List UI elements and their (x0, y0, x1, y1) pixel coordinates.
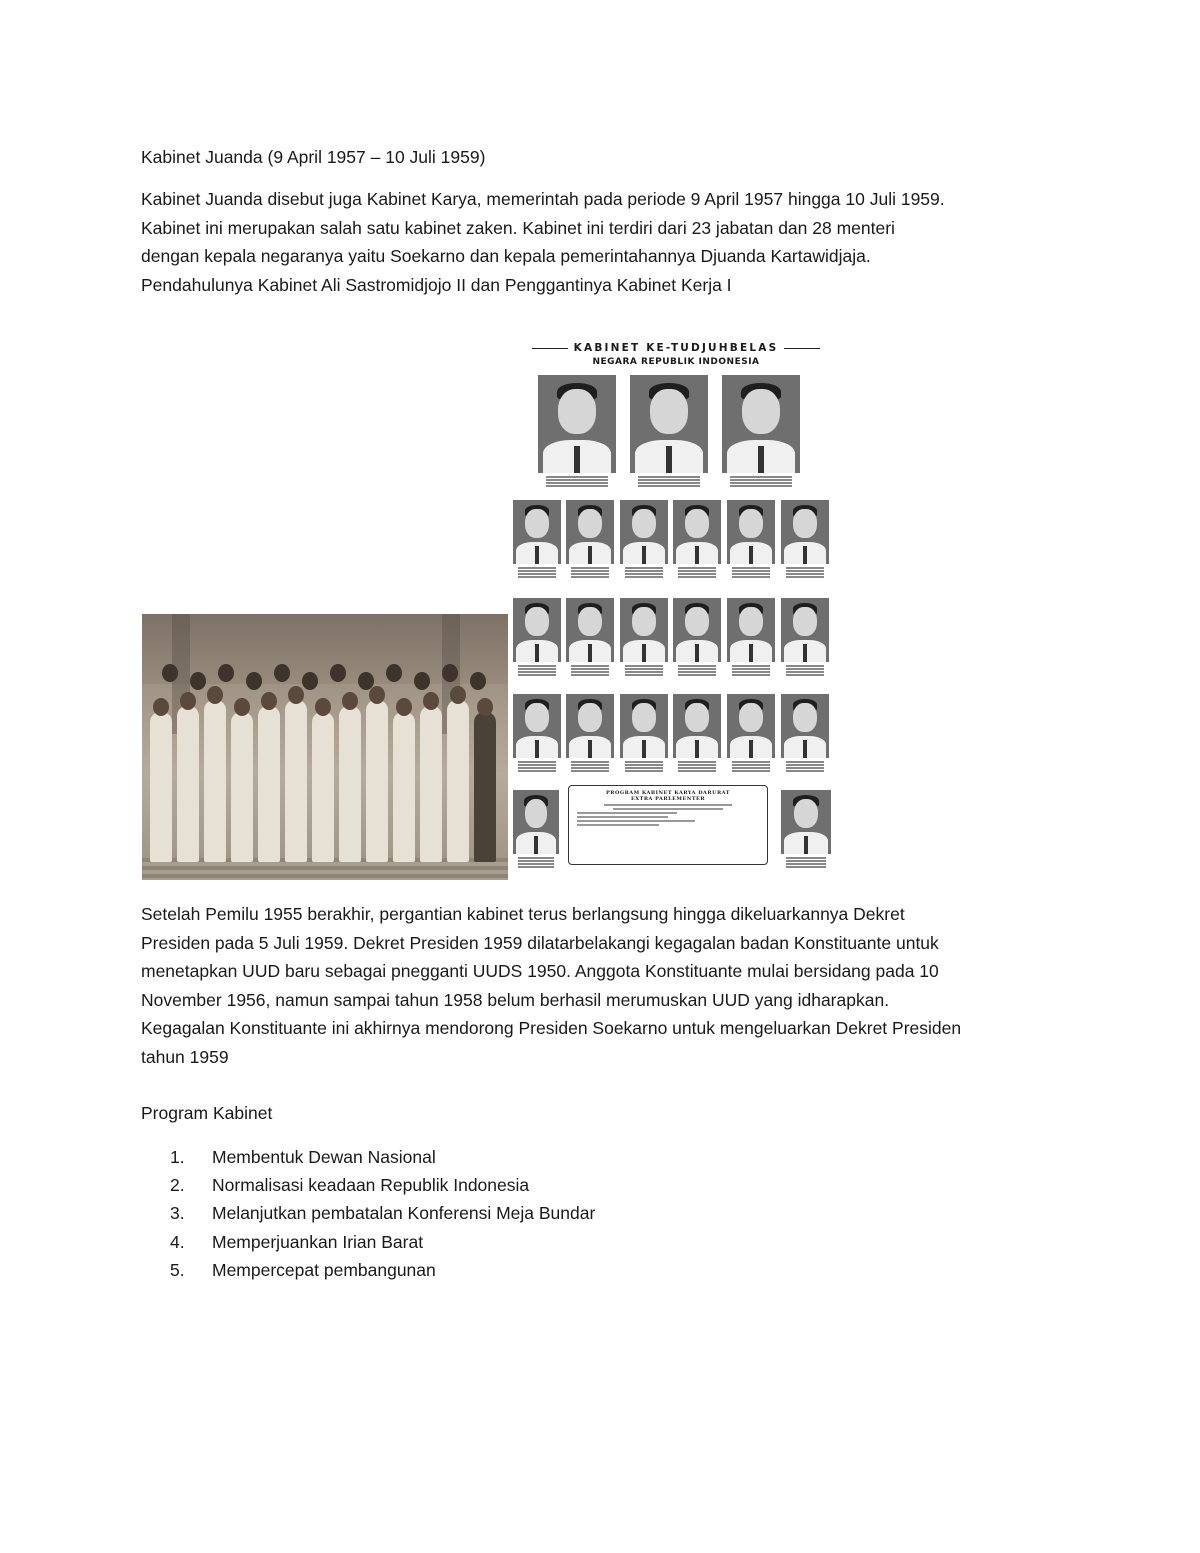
photo-person-head (246, 672, 262, 690)
body-line: Kegagalan Konstituante ini akhirnya mendorong Presiden Soekarno untuk mengeluarkan Dekret Presiden (141, 1018, 962, 1039)
portrait-caption (513, 566, 561, 579)
minister-portrait (727, 694, 775, 758)
portrait-tie (534, 836, 538, 854)
portrait-tie (642, 740, 646, 758)
portrait-face (793, 703, 816, 732)
portrait-caption (513, 664, 561, 677)
photo-person-head (207, 686, 223, 704)
cabinet-group-photo (142, 614, 508, 880)
photo-person-head (288, 686, 304, 704)
portrait-face (632, 509, 655, 538)
body-line: November 1956, namun sampai tahun 1958 belum berhasil merumuskan UUD yang idharapkan. (141, 989, 890, 1010)
caption-line (571, 567, 609, 569)
portrait-face (739, 509, 762, 538)
caption-line (678, 767, 716, 769)
list-number: 3. (170, 1203, 185, 1224)
caption-line (546, 485, 608, 487)
minister-portrait (513, 694, 561, 758)
portrait-face (793, 509, 816, 538)
portrait-face (793, 607, 816, 636)
body-paragraph (141, 900, 1071, 1072)
caption-line (732, 671, 770, 673)
caption-line (730, 482, 792, 484)
caption-line (732, 668, 770, 670)
caption-line (625, 567, 663, 569)
caption-line (625, 767, 663, 769)
photo-person (150, 712, 172, 862)
portrait-face (632, 703, 655, 732)
caption-line (571, 573, 609, 575)
photo-person (258, 706, 280, 862)
photo-person-head (330, 664, 346, 682)
photo-person-head (302, 672, 318, 690)
caption-line (678, 671, 716, 673)
portrait-tie (642, 644, 646, 662)
caption-line (518, 671, 556, 673)
photo-person-head (315, 698, 331, 716)
program-box-text (577, 812, 677, 814)
caption-line (625, 668, 663, 670)
photo-person (285, 700, 307, 862)
caption-line (518, 857, 555, 859)
portrait-caption (513, 856, 559, 869)
minister-portrait (673, 500, 721, 564)
list-item (170, 1171, 595, 1199)
photo-person (393, 712, 415, 862)
intro-line: dengan kepala negaranya yaitu Soekarno dan kepala pemerintahannya Djuanda Kartawidjaja. (141, 246, 871, 267)
caption-line (786, 665, 824, 667)
list-text: Memperjuankan Irian Barat (212, 1231, 424, 1252)
list-number: 5. (170, 1259, 185, 1280)
portrait-caption (727, 664, 775, 677)
caption-line (518, 764, 556, 766)
intro-paragraph (141, 185, 1071, 299)
caption-line (732, 770, 770, 772)
minister-portrait (538, 375, 616, 473)
photo-person-head (358, 672, 374, 690)
minister-portrait (673, 598, 721, 662)
photo-person-head (153, 698, 169, 716)
minister-portrait (566, 598, 614, 662)
poster-subtitle: NEGARA REPUBLIK INDONESIA (592, 357, 760, 367)
portrait-tie (642, 546, 646, 564)
list-text: Membentuk Dewan Nasional (212, 1147, 436, 1167)
caption-line (678, 674, 716, 676)
caption-line (518, 761, 556, 763)
poster-title: KABINET KE-TUDJUHBELAS (508, 342, 844, 354)
photo-person (312, 712, 334, 862)
caption-line (518, 770, 556, 772)
minister-portrait (513, 790, 559, 854)
caption-line (732, 573, 770, 575)
photo-person-head (369, 686, 385, 704)
portrait-face (685, 703, 708, 732)
caption-line (625, 674, 663, 676)
portrait-caption (673, 760, 721, 773)
minister-portrait (620, 598, 668, 662)
caption-line (571, 665, 609, 667)
portrait-tie (804, 836, 808, 854)
caption-line (571, 674, 609, 676)
photo-person (339, 706, 361, 862)
caption-line (571, 764, 609, 766)
caption-line (638, 476, 700, 478)
caption-line (786, 866, 826, 868)
caption-line (571, 761, 609, 763)
program-box-text (577, 816, 668, 818)
portrait-tie (803, 546, 807, 564)
program-box-text (613, 808, 722, 810)
portrait-caption (673, 664, 721, 677)
caption-line (678, 764, 716, 766)
portrait-face (685, 607, 708, 636)
portrait-face (650, 389, 687, 434)
program-list (170, 1143, 595, 1284)
portrait-caption (566, 566, 614, 579)
caption-line (546, 482, 608, 484)
photo-person (420, 706, 442, 862)
caption-line (638, 485, 700, 487)
minister-portrait (781, 694, 829, 758)
portrait-caption (566, 760, 614, 773)
minister-portrait (722, 375, 800, 473)
portrait-face (739, 607, 762, 636)
minister-portrait (620, 694, 668, 758)
caption-line (786, 857, 826, 859)
photo-person-head (261, 692, 277, 710)
caption-line (518, 866, 555, 868)
document-heading: Kabinet Juanda (9 April 1957 – 10 Juli 1959) (141, 147, 486, 167)
portrait-tie (695, 740, 699, 758)
portrait-caption (727, 566, 775, 579)
minister-portrait (781, 500, 829, 564)
program-heading: Program Kabinet (141, 1103, 273, 1123)
portrait-tie (588, 740, 592, 758)
caption-line (625, 764, 663, 766)
caption-line (786, 573, 824, 575)
portrait-face (632, 607, 655, 636)
photo-person-head (274, 664, 290, 682)
program-box-text (577, 820, 695, 822)
minister-portrait (781, 790, 831, 854)
program-box-subtitle: EXTRA PARLEMENTER (630, 796, 706, 802)
portrait-face (578, 607, 601, 636)
list-item (170, 1143, 595, 1171)
portrait-tie (749, 740, 753, 758)
portrait-face (525, 607, 548, 636)
caption-line (678, 567, 716, 569)
caption-line (571, 668, 609, 670)
photo-person-head (162, 664, 178, 682)
caption-line (625, 576, 663, 578)
portrait-caption (620, 760, 668, 773)
portrait-face (525, 703, 548, 732)
caption-line (732, 674, 770, 676)
caption-line (732, 761, 770, 763)
portrait-tie (588, 546, 592, 564)
caption-line (518, 674, 556, 676)
caption-line (786, 764, 824, 766)
portrait-caption (781, 760, 829, 773)
minister-portrait (566, 694, 614, 758)
program-box-title: PROGRAM KABINET KARYA DARURAT (606, 790, 730, 796)
list-item (170, 1199, 595, 1227)
minister-portrait (727, 500, 775, 564)
portrait-caption (781, 566, 829, 579)
portrait-caption (513, 760, 561, 773)
portrait-caption (566, 664, 614, 677)
caption-line (518, 668, 556, 670)
caption-line (732, 665, 770, 667)
photo-person-head (234, 698, 250, 716)
portrait-tie (588, 644, 592, 662)
portrait-tie (695, 644, 699, 662)
caption-line (730, 485, 792, 487)
caption-line (678, 573, 716, 575)
program-box-text (604, 804, 731, 806)
portrait-tie (749, 546, 753, 564)
caption-line (786, 668, 824, 670)
caption-line (786, 671, 824, 673)
photo-person-head (442, 664, 458, 682)
portrait-face (558, 389, 595, 434)
portrait-tie (535, 644, 539, 662)
caption-line (625, 761, 663, 763)
photo-person-head (477, 698, 493, 716)
intro-line: Kabinet Juanda disebut juga Kabinet Karya, memerintah pada periode 9 April 1957 hingga 10 Juli 1959. (141, 189, 945, 209)
body-line: Presiden pada 5 Juli 1959. Dekret Presiden 1959 dilatarbelakangi kegagalan badan Konstituante untuk (141, 932, 939, 953)
body-line: Setelah Pemilu 1955 berakhir, pergantian kabinet terus berlangsung hingga dikeluarkannya Dekret (141, 904, 905, 924)
caption-line (678, 665, 716, 667)
portrait-tie (535, 740, 539, 758)
caption-line (638, 482, 700, 484)
photo-person-head (396, 698, 412, 716)
portrait-face (742, 389, 779, 434)
minister-portrait (513, 500, 561, 564)
caption-line (786, 767, 824, 769)
caption-line (625, 671, 663, 673)
caption-line (571, 576, 609, 578)
caption-line (678, 761, 716, 763)
caption-line (625, 573, 663, 575)
portrait-caption (722, 475, 800, 488)
intro-line: Kabinet ini merupakan salah satu kabinet zaken. Kabinet ini terdiri dari 23 jabatan dan 28 menteri (141, 217, 895, 238)
photo-person-head (190, 672, 206, 690)
caption-line (518, 576, 556, 578)
caption-line (786, 860, 826, 862)
portrait-caption (727, 760, 775, 773)
caption-line (625, 665, 663, 667)
list-text: Normalisasi keadaan Republik Indonesia (212, 1175, 530, 1196)
portrait-caption (538, 475, 616, 488)
portrait-face (578, 509, 601, 538)
portrait-face (739, 703, 762, 732)
photo-person-head (342, 692, 358, 710)
intro-line: Pendahulunya Kabinet Ali Sastromidjojo II dan Penggantinya Kabinet Kerja I (141, 274, 732, 295)
caption-line (732, 767, 770, 769)
minister-portrait (727, 598, 775, 662)
caption-line (786, 570, 824, 572)
caption-line (730, 476, 792, 478)
portrait-caption (630, 475, 708, 488)
portrait-tie (695, 546, 699, 564)
portrait-caption (673, 566, 721, 579)
portrait-caption (620, 664, 668, 677)
caption-line (678, 570, 716, 572)
photo-person (177, 706, 199, 862)
photo-person (474, 712, 496, 862)
list-text: Mempercepat pembangunan (212, 1259, 436, 1280)
caption-line (518, 863, 555, 865)
caption-line (678, 668, 716, 670)
photo-person-head (414, 672, 430, 690)
caption-line (732, 576, 770, 578)
portrait-tie (803, 644, 807, 662)
caption-line (546, 476, 608, 478)
caption-line (732, 764, 770, 766)
caption-line (518, 767, 556, 769)
photo-person-head (180, 692, 196, 710)
body-line: menetapkan UUD baru sebagai pnegganti UUDS 1950. Anggota Konstituante mulai bersidang pada 10 (141, 961, 939, 982)
caption-line (518, 570, 556, 572)
caption-line (518, 665, 556, 667)
list-number: 4. (170, 1231, 185, 1252)
portrait-tie (535, 546, 539, 564)
caption-line (786, 576, 824, 578)
caption-line (625, 570, 663, 572)
caption-line (786, 863, 826, 865)
photo-person-head (386, 664, 402, 682)
list-number: 2. (170, 1175, 185, 1196)
list-number: 1. (170, 1147, 185, 1167)
portrait-caption (781, 664, 829, 677)
caption-line (786, 567, 824, 569)
caption-line (638, 479, 700, 481)
portrait-tie (803, 740, 807, 758)
portrait-tie (666, 446, 672, 473)
caption-line (518, 860, 555, 862)
caption-line (518, 573, 556, 575)
minister-portrait (513, 598, 561, 662)
photo-person-head (450, 686, 466, 704)
minister-portrait (620, 500, 668, 564)
poster-program-box (568, 785, 768, 865)
minister-portrait (781, 598, 829, 662)
caption-line (730, 479, 792, 481)
photo-person (447, 700, 469, 862)
photo-person (366, 700, 388, 862)
minister-portrait (630, 375, 708, 473)
caption-line (625, 770, 663, 772)
caption-line (678, 576, 716, 578)
minister-portrait (673, 694, 721, 758)
caption-line (786, 674, 824, 676)
portrait-face (794, 799, 818, 828)
photo-person (204, 700, 226, 862)
program-box-text (577, 824, 659, 826)
portrait-face (578, 703, 601, 732)
photo-person-head (470, 672, 486, 690)
caption-line (571, 770, 609, 772)
portrait-tie (749, 644, 753, 662)
caption-line (786, 761, 824, 763)
caption-line (546, 479, 608, 481)
portrait-face (685, 509, 708, 538)
caption-line (571, 671, 609, 673)
list-text: Melanjutkan pembatalan Konferensi Meja Bundar (212, 1203, 596, 1224)
photo-person-head (423, 692, 439, 710)
portrait-caption (620, 566, 668, 579)
caption-line (786, 770, 824, 772)
minister-portrait (566, 500, 614, 564)
list-item (170, 1228, 595, 1256)
caption-line (678, 770, 716, 772)
body-line: tahun 1959 (141, 1046, 229, 1067)
caption-line (518, 567, 556, 569)
photo-person (231, 712, 253, 862)
caption-line (571, 570, 609, 572)
portrait-tie (758, 446, 764, 473)
caption-line (571, 767, 609, 769)
photo-person-head (218, 664, 234, 682)
portrait-tie (574, 446, 580, 473)
portrait-face (525, 799, 547, 828)
portrait-caption (781, 856, 831, 869)
caption-line (732, 570, 770, 572)
portrait-face (525, 509, 548, 538)
caption-line (732, 567, 770, 569)
list-item (170, 1256, 595, 1284)
